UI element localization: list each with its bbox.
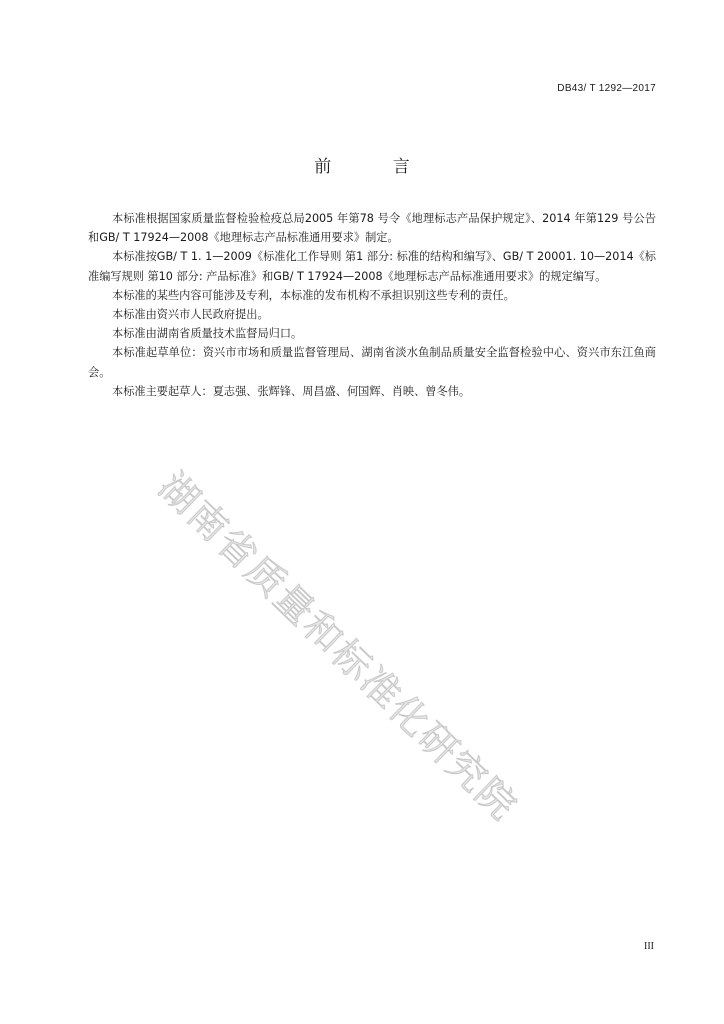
paragraph-patent-notice: 本标准的某些内容可能涉及专利，本标准的发布机构不承担识别这些专利的责任。 xyxy=(112,288,515,302)
watermark-text: 湖南省质量和标准化研究院 xyxy=(150,464,527,830)
document-code: DB43/ T 1292—2017 xyxy=(557,83,656,94)
paragraph-drafters: 本标准主要起草人：夏志强、张辉锋、周昌盛、何国辉、肖映、曾冬伟。 xyxy=(112,384,471,398)
paragraph-administrator: 本标准由湖南省质量技术监督局归口。 xyxy=(112,327,303,341)
paragraph-proposer: 本标准由资兴市人民政府提出。 xyxy=(112,308,269,322)
paragraph-basis: 本标准根据国家质量监督检验检疫总局2005 年第78 号令《地理标志产品保护规定》、2014 年第129 号公告和GB/ T 17924—2008《地理标志产品标准通用要求》制定。 xyxy=(88,212,656,245)
paragraph-drafting-units: 本标准起草单位：资兴市市场和质量监督管理局、湖南省淡水鱼制品质量安全监督检验中心、资兴市东江鱼商会。 xyxy=(88,346,656,379)
page-title: 前 言 xyxy=(314,157,438,177)
foreword-body xyxy=(88,209,656,401)
page-number: III xyxy=(644,941,654,952)
paragraph-drafting-rules: 本标准按GB/ T 1. 1—2009《标准化工作导则 第1 部分: 标准的结构和编写》、GB/ T 20001. 10—2014《标准编写规则 第10 部分: 产品标准》和GB/ T 17924—2008《地理标志产品标准通用要求》的规定编写。 xyxy=(88,250,656,283)
